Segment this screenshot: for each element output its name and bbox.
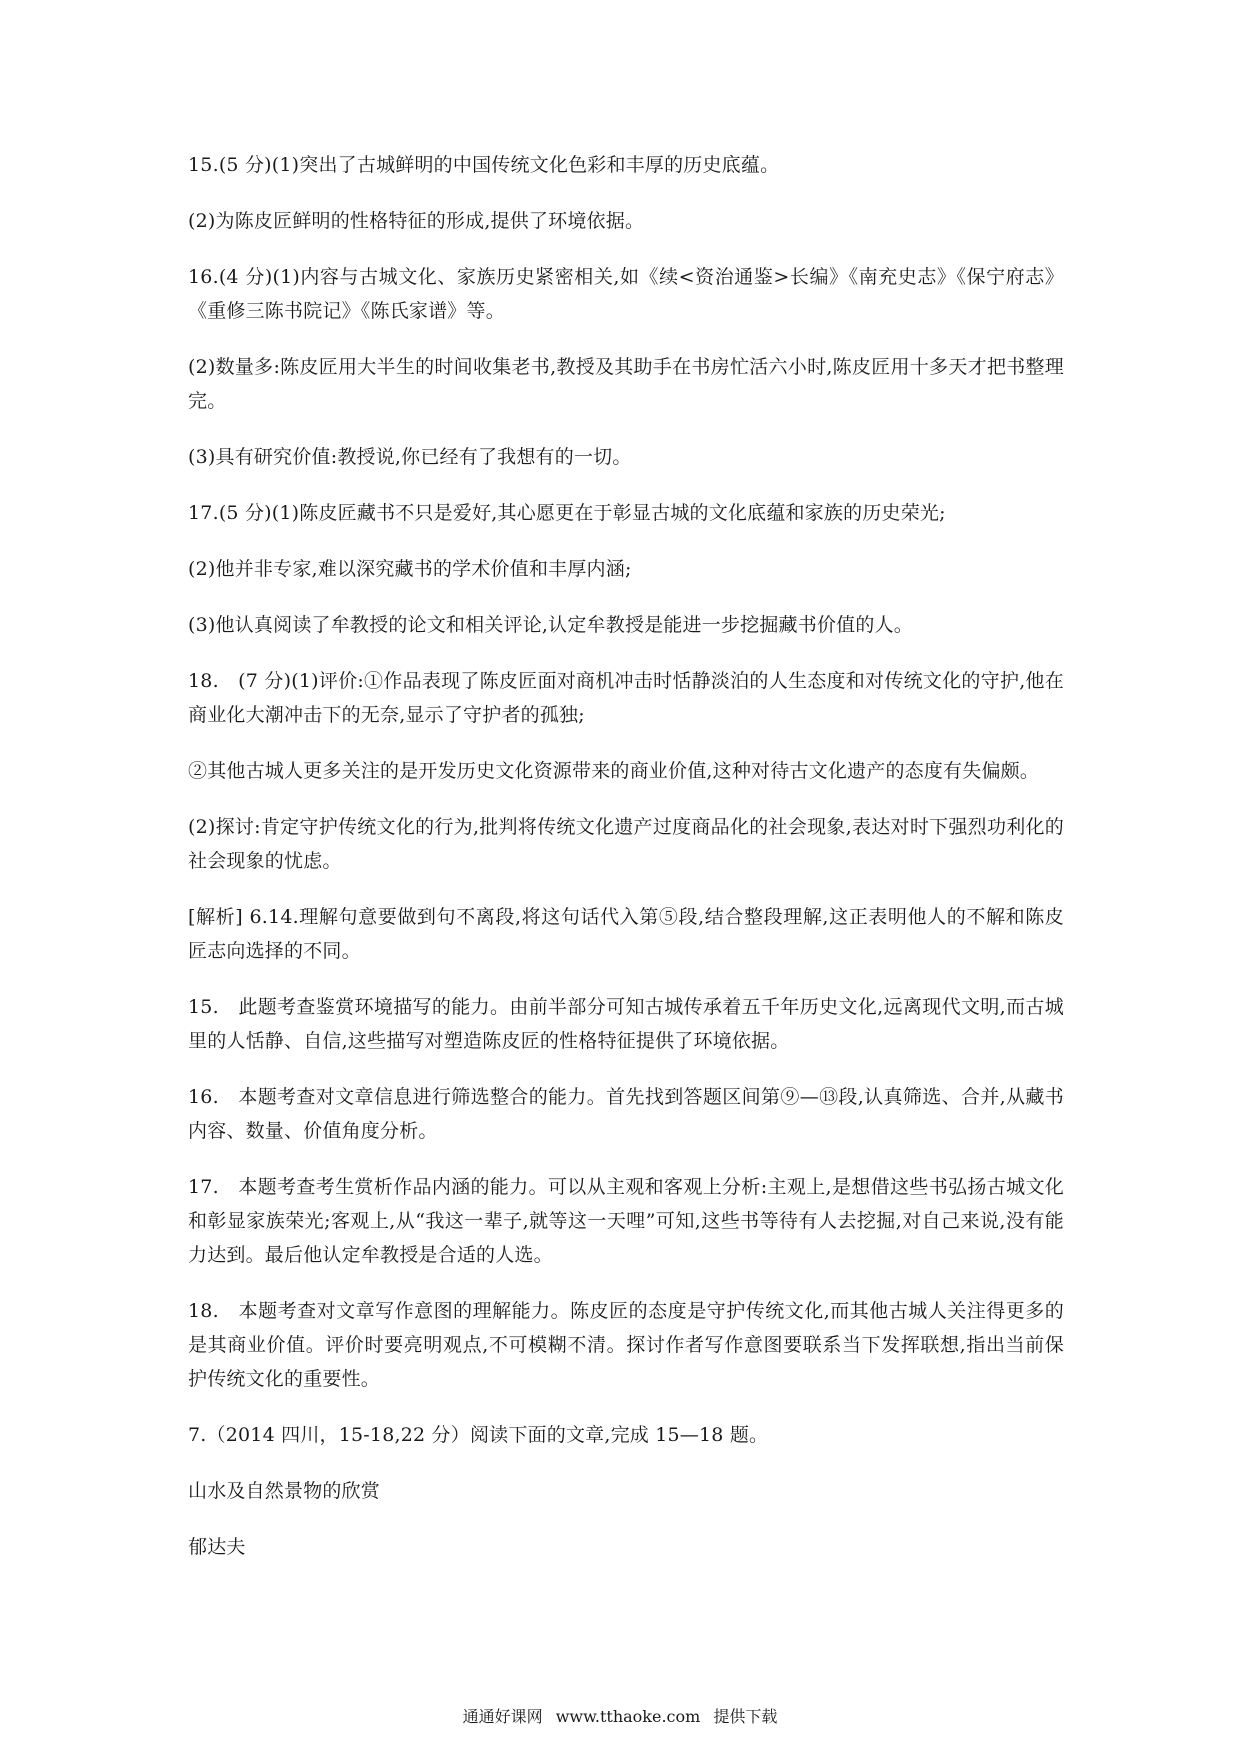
footer-suffix: 提供下载 bbox=[713, 1707, 778, 1726]
answer-16-part-2: (2)数量多:陈皮匠用大半生的时间收集老书,教授及其助手在书房忙活六小时,陈皮匠用十多天才把书整理完。 bbox=[188, 356, 1064, 412]
question-7-intro: 7.（2014 四川，15-18,22 分）阅读下面的文章,完成 15—18 题。 bbox=[188, 1424, 769, 1446]
answer-18-evaluation-1: 18. (7 分)(1)评价:①作品表现了陈皮匠面对商机冲击时恬静淡泊的人生态度和对传统文化的守护,他在商业化大潮冲击下的无奈,显示了守护者的孤独; bbox=[188, 670, 1064, 726]
answer-17-part-1: 17.(5 分)(1)陈皮匠藏书不只是爱好,其心愿更在于彰显古城的文化底蕴和家族的历史荣光; bbox=[188, 502, 946, 524]
footer-site-name: 通通好课网 bbox=[462, 1707, 543, 1726]
answer-17-part-3: (3)他认真阅读了牟教授的论文和相关评论,认定牟教授是能进一步挖掘藏书价值的人。 bbox=[188, 614, 913, 636]
answer-16-part-1: 16.(4 分)(1)内容与古城文化、家族历史紧密相关,如《续<资治通鉴>长编》《南充史志》《保宁府志》《重修三陈书院记》《陈氏家谱》等。 bbox=[188, 266, 1064, 322]
analysis-15: 15. 此题考查鉴赏环境描写的能力。由前半部分可知古城传承着五千年历史文化,远离现代文明,而古城里的人恬静、自信,这些描写对塑造陈皮匠的性格特征提供了环境依据。 bbox=[188, 996, 1064, 1052]
analysis-18: 18. 本题考查对文章写作意图的理解能力。陈皮匠的态度是守护传统文化,而其他古城人关注得更多的是其商业价值。评价时要亮明观点,不可模糊不清。探讨作者写作意图要联系当下发挥联想,指出当前保护传统文化的重要性。 bbox=[188, 1300, 1064, 1390]
answer-18-evaluation-2: ②其他古城人更多关注的是开发历史文化资源带来的商业价值,这种对待古文化遗产的态度有失偏颇。 bbox=[188, 760, 1040, 782]
article-title: 山水及自然景物的欣赏 bbox=[188, 1480, 381, 1502]
analysis-14: [解析] 6.14.理解句意要做到句不离段,将这句话代入第⑤段,结合整段理解,这正表明他人的不解和陈皮匠志向选择的不同。 bbox=[188, 906, 1064, 962]
analysis-16: 16. 本题考查对文章信息进行筛选整合的能力。首先找到答题区间第⑨—⑬段,认真筛选、合并,从藏书内容、数量、价值角度分析。 bbox=[188, 1086, 1064, 1142]
answer-15-part-1: 15.(5 分)(1)突出了古城鲜明的中国传统文化色彩和丰厚的历史底蕴。 bbox=[188, 154, 780, 176]
answer-15-part-2: (2)为陈皮匠鲜明的性格特征的形成,提供了环境依据。 bbox=[188, 210, 645, 232]
article-author: 郁达夫 bbox=[188, 1536, 246, 1558]
analysis-17: 17. 本题考查考生赏析作品内涵的能力。可以从主观和客观上分析:主观上,是想借这些书弘扬古城文化和彰显家族荣光;客观上,从“我这一辈子,就等这一天哩”可知,这些书等待有人去挖掘,对自己来说,没有能力达到。最后他认定牟教授是合适的人选。 bbox=[188, 1176, 1064, 1266]
answer-18-discussion: (2)探讨:肯定守护传统文化的行为,批判将传统文化遗产过度商品化的社会现象,表达对时下强烈功利化的社会现象的忧虑。 bbox=[188, 816, 1064, 872]
answer-16-part-3: (3)具有研究价值:教授说,你已经有了我想有的一切。 bbox=[188, 446, 632, 468]
document-body bbox=[188, 148, 1064, 1586]
answer-17-part-2: (2)他并非专家,难以深究藏书的学术价值和丰厚内涵; bbox=[188, 558, 632, 580]
page-footer bbox=[0, 1706, 1240, 1728]
footer-url[interactable]: www.tthaoke.com bbox=[555, 1707, 701, 1726]
